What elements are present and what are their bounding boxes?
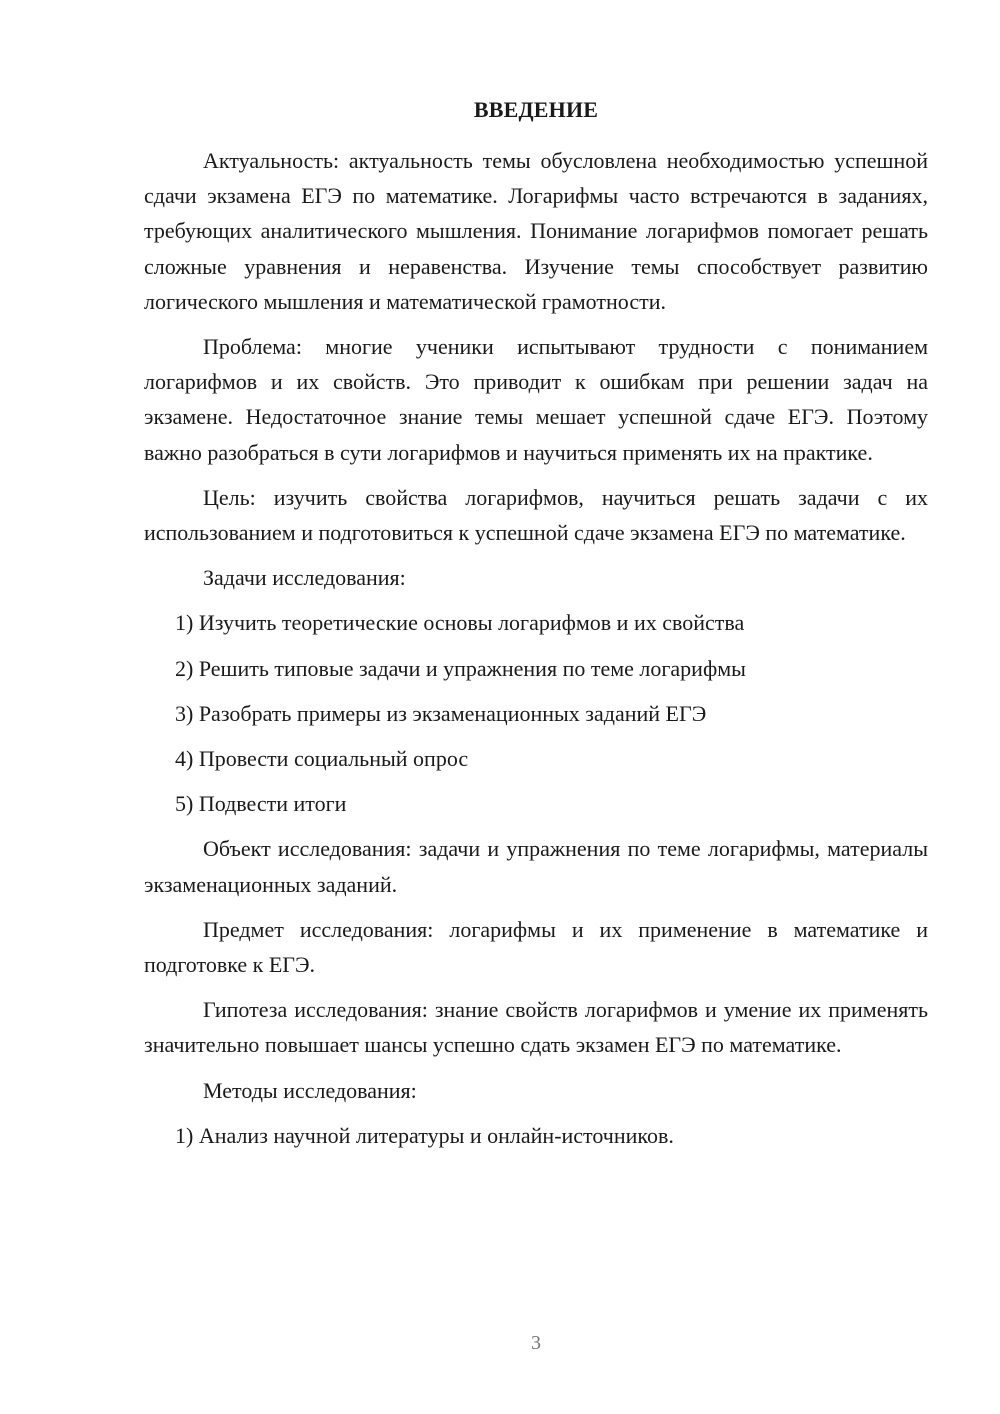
section-title: ВВЕДЕНИЕ <box>473 97 599 122</box>
page-content <box>144 95 928 1163</box>
paragraph-object: Объект исследования: задачи и упражнения по теме логарифмы, материалы экзаменационных заданий. <box>144 836 928 897</box>
paragraph-hypothesis: Гипотеза исследования: знание свойств логарифмов и умение их применять значительно повышает шансы успешно сдать экзамен ЕГЭ по математике. <box>144 997 928 1058</box>
page-number: 3 <box>531 1332 541 1354</box>
paragraph-goal: Цель: изучить свойства логарифмов, научиться решать задачи с их использованием и подготовиться к успешной сдаче экзамена ЕГЭ по математике. <box>144 484 928 546</box>
tasks-heading: Задачи исследования: <box>203 565 406 591</box>
list-item: 3) Разобрать примеры из экзаменационных заданий ЕГЭ <box>175 700 707 726</box>
list-item: 5) Подвести итоги <box>175 791 347 817</box>
tasks-list <box>144 605 928 821</box>
list-item: 4) Провести социальный опрос <box>175 746 469 772</box>
list-item: 1) Изучить теоретические основы логарифмов и их свойства <box>175 610 745 636</box>
paragraph-subject: Предмет исследования: логарифмы и их применение в математике и подготовке к ЕГЭ. <box>144 916 928 978</box>
methods-list <box>144 1118 928 1153</box>
methods-heading: Методы исследования: <box>203 1077 417 1103</box>
list-item: 1) Анализ научной литературы и онлайн-источников. <box>175 1122 674 1148</box>
paragraph-problem: Проблема: многие ученики испытывают трудности с пониманием логарифмов и их свойств. Это приводит к ошибкам при решении задач на экзамене. Недостаточное знание темы мешает успешной сдаче ЕГЭ. Поэтому важно разобраться в сути логарифмов и научиться применять их на практике. <box>144 334 928 465</box>
paragraph-relevance: Актуальность: актуальность темы обусловлена необходимостью успешной сдачи экзамена ЕГЭ по математике. Логарифмы часто встречаются в заданиях, требующих аналитического мышления. Понимание логарифмов помогает решать сложные уравнения и неравенства. Изучение темы способствует развитию логического мышления и математической грамотности. <box>144 148 928 314</box>
list-item: 2) Решить типовые задачи и упражнения по теме логарифмы <box>175 655 746 681</box>
